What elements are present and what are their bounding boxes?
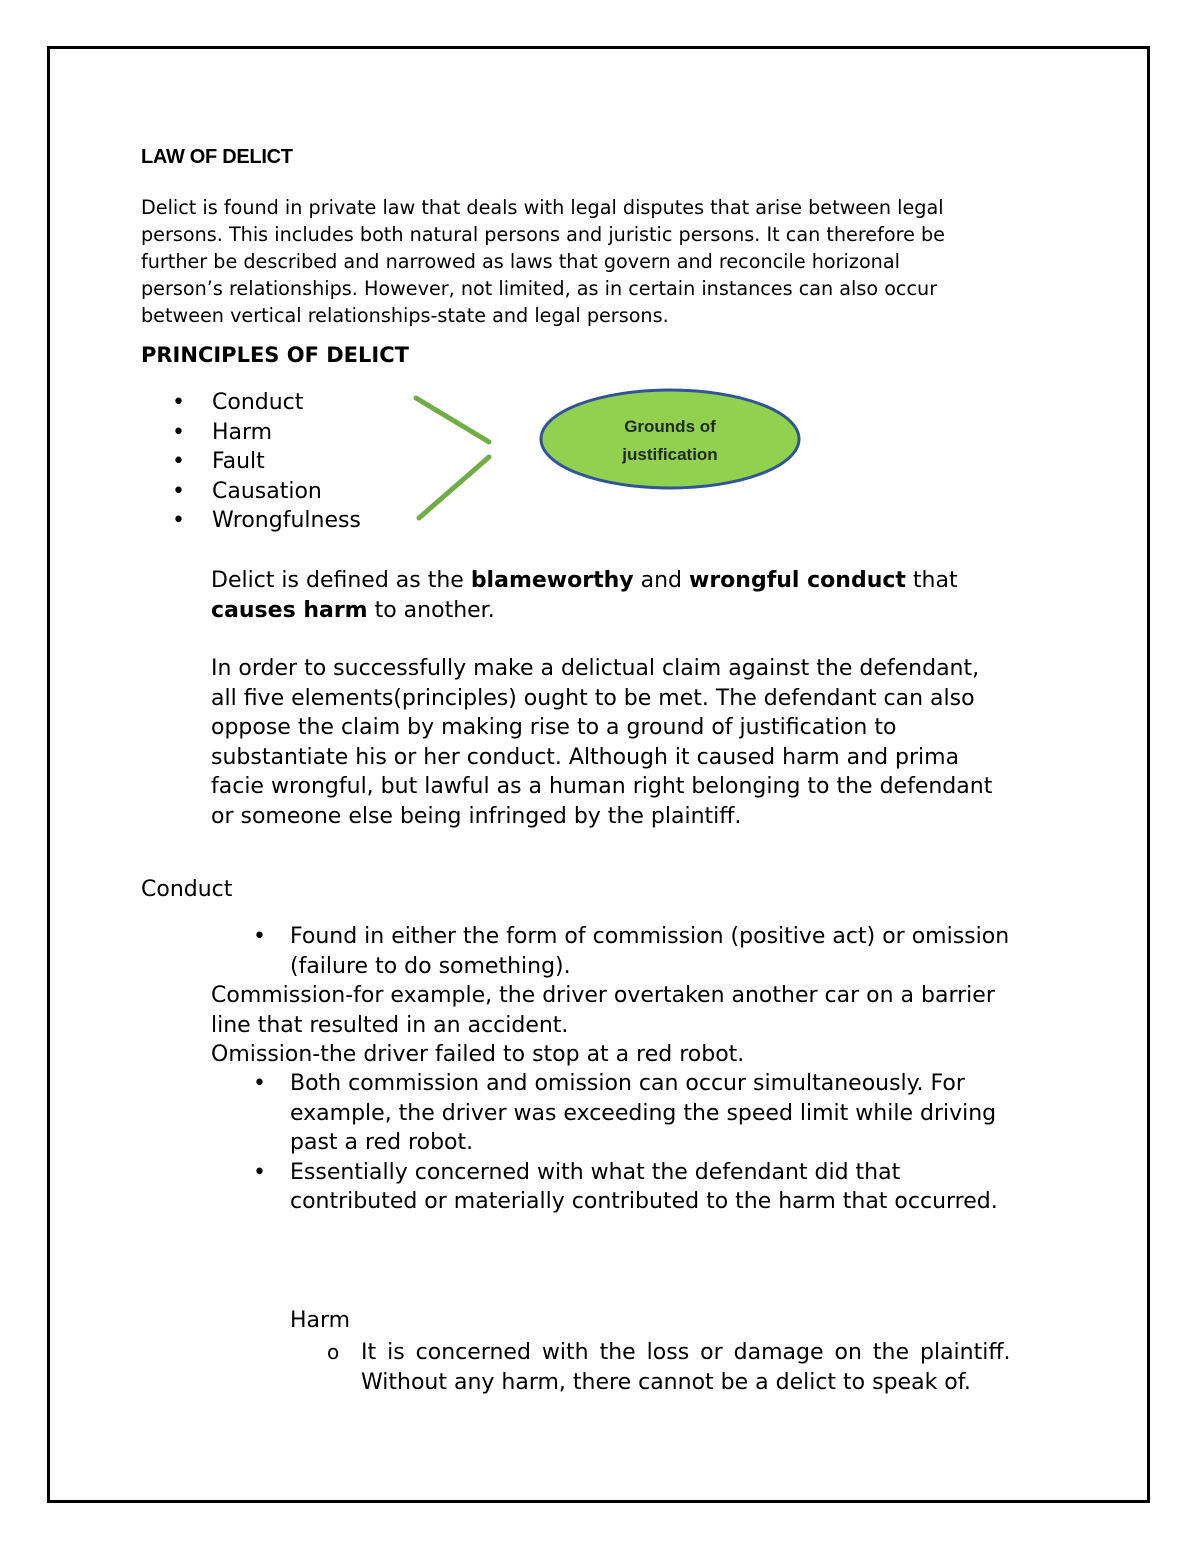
example-line: Omission-the driver failed to stop at a red robot. — [211, 1042, 745, 1068]
definition-text: Delict is defined as the — [211, 568, 471, 593]
definition-text: to another. — [367, 597, 495, 623]
ellipse-label-line1: Grounds of — [624, 417, 716, 436]
conduct-bullet-list-1 — [253, 922, 1009, 981]
intro-line: person’s relationships. However, not limited, as in certain instances can also occur — [141, 277, 938, 300]
claim-line: oppose the claim by making rise to a ground of justification to — [211, 715, 897, 741]
definition-bold-wrongful-conduct: wrongful conduct — [689, 568, 906, 593]
definition-text: that — [905, 568, 958, 593]
principle-item: • Conduct — [172, 388, 361, 418]
definition-paragraph — [211, 566, 1111, 625]
grounds-of-justification-ellipse — [541, 390, 799, 488]
list-item-line: Without any harm, there cannot be a delict to speak of. — [361, 1369, 971, 1395]
conduct-heading: Conduct — [141, 877, 233, 902]
list-item-line: • Found in either the form of commission (positive act) or omission — [290, 924, 1010, 949]
claim-line: or someone else being infringed by the plaintiff. — [211, 803, 742, 829]
claim-line: In order to successfully make a delictual claim against the defendant, — [211, 656, 980, 681]
list-item — [253, 1069, 998, 1158]
list-item-line: • Both commission and omission can occur simultaneously. For — [290, 1071, 965, 1096]
claim-line: substantiate his or her conduct. Although it caused harm and prima — [211, 744, 960, 770]
definition-line-1 — [211, 566, 1111, 596]
list-item — [253, 1158, 998, 1217]
example-line: Commission-for example, the driver overtaken another car on a barrier — [211, 983, 995, 1008]
conduct-examples — [211, 981, 995, 1070]
justification-diagram — [400, 380, 820, 530]
claim-line: facie wrongful, but lawful as a human right belonging to the defendant — [211, 774, 993, 800]
conduct-bullet-list-2 — [253, 1069, 998, 1217]
ellipse-label-line2: justification — [622, 445, 718, 464]
definition-bold-blameworthy: blameworthy — [470, 568, 634, 593]
definition-text: and — [633, 568, 689, 593]
claim-line: all five elements(principles) ought to be met. The defendant can also — [211, 685, 975, 711]
principles-heading: PRINCIPLES OF DELICT — [141, 343, 409, 367]
intro-line: persons. This includes both natural persons and juristic persons. It can therefore be — [141, 223, 945, 246]
list-item-line: • Essentially concerned with what the defendant did that — [290, 1159, 901, 1185]
document-title: LAW OF DELICT — [141, 146, 293, 168]
connector-line-upper — [416, 398, 489, 442]
list-item — [253, 922, 1009, 981]
list-item-line: contributed or materially contributed to the harm that occurred. — [290, 1189, 998, 1215]
list-item-line: o It is concerned with the loss or damage on the plaintiff. — [361, 1340, 1011, 1365]
harm-heading: Harm — [290, 1308, 351, 1333]
connector-line-lower — [419, 457, 489, 518]
claim-paragraph — [211, 654, 1111, 832]
example-line: line that resulted in an accident. — [211, 1012, 569, 1038]
definition-bold-causes-harm: causes harm — [211, 597, 368, 623]
intro-line: further be described and narrowed as laws that govern and reconcile horizonal — [141, 250, 900, 273]
principle-item: • Harm — [172, 418, 361, 448]
principle-item: • Fault — [172, 447, 361, 477]
intro-paragraph — [141, 194, 1061, 329]
harm-list — [325, 1338, 1065, 1397]
list-item — [325, 1338, 1065, 1397]
principles-list — [172, 388, 361, 536]
definition-line-2 — [211, 596, 1111, 626]
principle-item: • Causation — [172, 477, 361, 507]
list-item-line: past a red robot. — [290, 1130, 474, 1156]
intro-line: Delict is found in private law that deals with legal disputes that arise between legal — [141, 196, 944, 219]
list-item-line: (failure to do something). — [290, 953, 571, 979]
list-item-line: example, the driver was exceeding the speed limit while driving — [290, 1100, 997, 1126]
intro-line: between vertical relationships-state and legal persons. — [141, 304, 669, 327]
principle-item: • Wrongfulness — [172, 506, 361, 536]
